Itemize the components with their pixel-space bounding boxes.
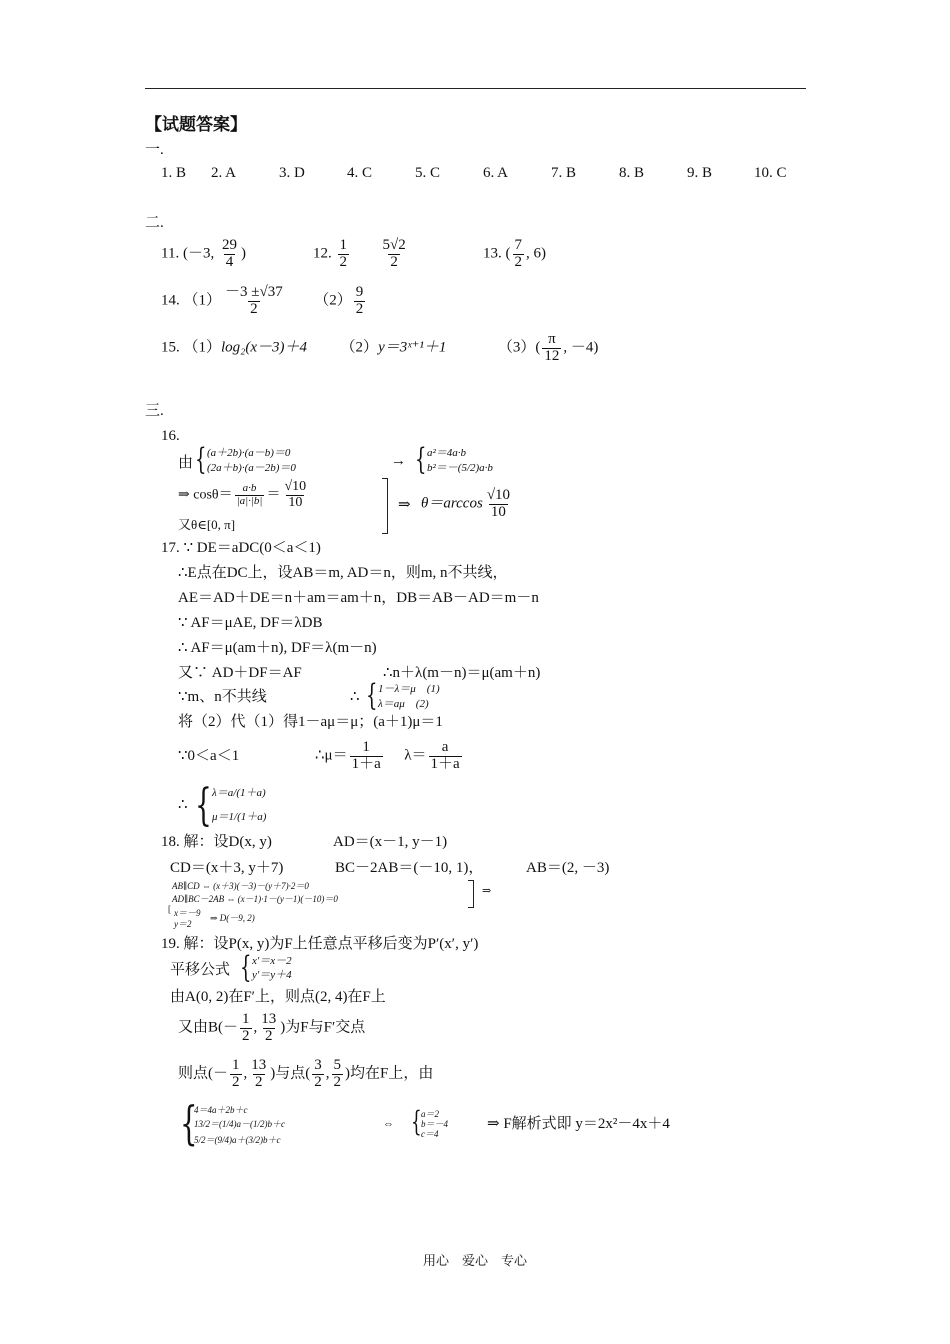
q19-final: ⇒ F解析式即 y＝2x²－4x＋4 bbox=[487, 1116, 670, 1132]
q17-sys-1: 1－λ＝μ (1) bbox=[378, 683, 440, 695]
q13-fraction bbox=[513, 238, 525, 271]
q17-number: 17. bbox=[161, 540, 180, 556]
q19-l5-f3n: 3 bbox=[314, 1057, 322, 1073]
q14-f1-num: －3 ±√37 bbox=[225, 284, 283, 300]
q16-cos-line bbox=[178, 480, 310, 510]
q19-l5-frac1 bbox=[230, 1058, 242, 1091]
q19-line-4 bbox=[178, 1012, 365, 1045]
q17-mu-num: 1 bbox=[362, 739, 370, 755]
q16-you: 由 bbox=[178, 455, 194, 471]
q16-cos-pre: ⇒ cosθ＝ bbox=[178, 487, 233, 503]
part1-label: 一. bbox=[145, 142, 164, 158]
q16-theta: θ＝arccos bbox=[421, 495, 483, 512]
q19-l5c: )与点( bbox=[270, 1065, 311, 1082]
q18-res-d: ⇒ D(－9, 2) bbox=[210, 913, 255, 923]
answer-2: 2. A bbox=[211, 165, 237, 181]
q18-res-x: x＝－9 bbox=[174, 908, 201, 918]
q16-theta-line bbox=[421, 488, 514, 521]
q19-l4a: 又由B(－ bbox=[178, 1019, 239, 1036]
q14-number: 14. bbox=[161, 292, 180, 309]
q14-part1-label: （1） bbox=[183, 292, 222, 309]
q19-l5-f4d: 2 bbox=[333, 1073, 341, 1090]
q15-part1-label: （1） bbox=[183, 339, 222, 356]
q18-line-2c: AB＝(2, －3) bbox=[526, 860, 610, 876]
page-footer: 用心 爱心 专心 bbox=[422, 1253, 527, 1268]
q19-l5-f3d: 2 bbox=[314, 1073, 322, 1090]
q16-brace-2: { bbox=[415, 442, 427, 477]
q19-l5b: , bbox=[243, 1065, 248, 1082]
q19-equiv: ⇔ bbox=[383, 1118, 394, 1130]
q11-close: ) bbox=[240, 245, 246, 262]
q17-mu-frac bbox=[350, 740, 383, 773]
q17-line-3: AE＝AD＋DE＝n＋am＝am＋n，DB＝AB－AD＝m－n bbox=[178, 590, 539, 606]
q18-line-1b: AD＝(x－1, y－1) bbox=[333, 834, 448, 850]
answer-5: 5. C bbox=[415, 165, 441, 181]
q12 bbox=[313, 238, 410, 271]
header-rule bbox=[145, 88, 806, 89]
q17-res-2: μ＝1/(1＋a) bbox=[212, 811, 267, 823]
section-title: 【试题答案】 bbox=[145, 115, 247, 134]
q16-also: 又θ∈[0, π] bbox=[178, 517, 236, 532]
q12-b-num: 5√2 bbox=[382, 237, 406, 253]
q15-number: 15. bbox=[161, 339, 180, 356]
q13 bbox=[483, 238, 546, 271]
q17-line-6b: ∴n＋λ(m－n)＝μ(am＋n) bbox=[383, 665, 541, 681]
q16-theta-frac bbox=[485, 488, 512, 521]
q16-eq-frac bbox=[282, 480, 308, 510]
q17-line-6a: 又∵ AD＋DF＝AF bbox=[178, 665, 302, 681]
q11-number: 11. bbox=[161, 245, 180, 262]
q15-expr-1: log₂(x－3)＋4 bbox=[221, 339, 308, 356]
answer-7: 7. B bbox=[551, 165, 577, 181]
q16-arrow: → bbox=[391, 453, 406, 469]
q19-l4-f2n: 13 bbox=[261, 1011, 277, 1027]
q17-line-9a: ∵0＜a＜1 bbox=[178, 748, 240, 764]
q14-f2-den: 2 bbox=[355, 300, 364, 317]
q17-line-10: ∴ bbox=[178, 797, 188, 813]
q18-sys-1: AB∥CD ⇔ (x＋3)(－3)－(y＋7)·2＝0 bbox=[172, 881, 309, 891]
q19-l5d: , bbox=[325, 1065, 330, 1082]
q19-l5-frac3 bbox=[312, 1058, 324, 1091]
q16-implies: ⇒ bbox=[398, 497, 411, 513]
q19-line-1 bbox=[161, 937, 478, 952]
q12-frac-b bbox=[381, 238, 408, 271]
q19-trans-2: y′＝y＋4 bbox=[252, 969, 292, 981]
q18-number: 18. bbox=[161, 834, 180, 850]
q19-l5e: )均在F上，由 bbox=[345, 1065, 434, 1082]
q16-cos-num: a·b bbox=[242, 482, 257, 495]
q17-line-4: ∵ AF＝μAE, DF＝λDB bbox=[178, 615, 323, 631]
q16-sys-1: (a＋2b)·(a－b)＝0 bbox=[207, 447, 291, 459]
q12-number: 12. bbox=[313, 245, 332, 262]
q13-number: 13. bbox=[483, 245, 502, 262]
q14-f2-num: 9 bbox=[355, 284, 364, 300]
answer-10: 10. C bbox=[754, 165, 787, 181]
q19-l4-frac2 bbox=[259, 1012, 278, 1045]
q19-res-b: b＝－4 bbox=[421, 1119, 449, 1129]
q17-l1: ∵ DE＝aDC(0＜a＜1) bbox=[183, 540, 321, 556]
q17-line-8: 将（2）代（1）得1－aμ＝μ；(a＋1)μ＝1 bbox=[178, 714, 443, 730]
q18-sys-2: AD∥BC－2AB ⇔ (x－1)·1－(y－1)(－10)＝0 bbox=[172, 894, 338, 904]
q15-fraction bbox=[542, 332, 561, 365]
part3-label: 三. bbox=[145, 403, 164, 419]
q17-mu-den: 1＋a bbox=[351, 755, 381, 772]
q19-l5-f4n: 5 bbox=[333, 1057, 341, 1073]
q19-l5-frac4 bbox=[332, 1058, 344, 1091]
q11 bbox=[161, 238, 246, 271]
q16-brace-1: { bbox=[195, 442, 207, 477]
q19-l4-f1d: 2 bbox=[242, 1027, 250, 1044]
q14-frac-2 bbox=[354, 285, 366, 318]
q17-line-9b bbox=[315, 740, 464, 773]
q11-open: (－3, bbox=[182, 245, 215, 262]
q13-f-den: 2 bbox=[514, 253, 522, 270]
q17-lambda-frac bbox=[429, 740, 462, 773]
q17-sys-2: λ＝aμ (2) bbox=[378, 698, 429, 710]
q17-mu-label: ∴μ＝ bbox=[315, 747, 348, 764]
q17-res-1: λ＝a/(1＋a) bbox=[212, 787, 266, 799]
q19-l5-frac2 bbox=[249, 1058, 268, 1091]
q12-a-num: 1 bbox=[339, 237, 347, 253]
q12-a-den: 2 bbox=[339, 253, 347, 270]
q19-l5-f2d: 2 bbox=[255, 1073, 263, 1090]
q19-brace-3: { bbox=[411, 1105, 422, 1138]
q19-l4b: , bbox=[253, 1019, 258, 1036]
q19-l5a: 则点(－ bbox=[178, 1065, 228, 1082]
q17-lam-num: a bbox=[441, 739, 449, 755]
q16-eq-sign: ＝ bbox=[266, 487, 281, 503]
q15-part3-label: （3） bbox=[497, 339, 536, 356]
q16-cos-den: |a|·|b| bbox=[236, 494, 263, 507]
q19-l5-f1d: 2 bbox=[232, 1073, 240, 1090]
q11-frac-num: 29 bbox=[221, 237, 237, 253]
q19-res-a: a＝2 bbox=[421, 1109, 440, 1119]
answer-9: 9. B bbox=[687, 165, 713, 181]
q15-f-den: 12 bbox=[544, 347, 560, 364]
q19-brace-2: { bbox=[180, 1096, 198, 1150]
q18-arrow: ⇒ bbox=[482, 885, 492, 897]
q18-brace-small: [ bbox=[168, 904, 171, 914]
q15 bbox=[161, 332, 598, 365]
q13-open: ( bbox=[505, 245, 511, 262]
answer-4: 4. C bbox=[347, 165, 373, 181]
part2-label: 二. bbox=[145, 215, 164, 231]
q16-number: 16. bbox=[161, 428, 180, 444]
q19-res-c: c＝4 bbox=[421, 1129, 439, 1139]
q13-f-num: 7 bbox=[514, 237, 522, 253]
q16-right-bracket bbox=[382, 478, 388, 534]
q16-eq-den: 10 bbox=[288, 494, 303, 510]
q14-f1-den: 2 bbox=[250, 300, 258, 317]
q19-eq-1: 4＝4a＋2b＋c bbox=[194, 1105, 248, 1115]
q15-f-num: π bbox=[548, 331, 556, 347]
q19-trans-1: x′＝x－2 bbox=[252, 955, 292, 967]
q19-number: 19. bbox=[161, 936, 180, 952]
q11-fraction bbox=[220, 238, 239, 271]
answer-6: 6. A bbox=[483, 165, 509, 181]
q16-th-den: 10 bbox=[490, 503, 506, 520]
q17-line-5: ∴ AF＝μ(am＋n), DF＝λ(m－n) bbox=[178, 640, 377, 656]
q14-frac-1 bbox=[223, 285, 285, 318]
q19-l5-f2n: 13 bbox=[251, 1057, 267, 1073]
q16-sys-2: (2a＋b)·(a－2b)＝0 bbox=[207, 462, 296, 474]
q17-line-7b: ∴ bbox=[350, 689, 360, 705]
q19-l5-f1n: 1 bbox=[232, 1057, 240, 1073]
q18-res-y: y＝2 bbox=[174, 919, 192, 929]
q11-frac-den: 4 bbox=[225, 253, 234, 270]
q17-line-2: ∴E点在DC上，设AB＝m, AD＝n，则m, n不共线， bbox=[178, 565, 508, 581]
q16-th-num: √10 bbox=[486, 487, 511, 503]
answer-1: 1. B bbox=[161, 165, 187, 181]
q13-tail: , 6) bbox=[526, 245, 546, 262]
q19-l4-f2d: 2 bbox=[265, 1027, 273, 1044]
q18-line-2b: BC－2AB＝(－10, 1)， bbox=[335, 860, 484, 876]
q16-res-1: a²＝4a·b bbox=[427, 447, 467, 459]
q19-l4c: )为F与F′交点 bbox=[280, 1019, 366, 1036]
q19-l1: 解：设P(x, y)为F上任意点平移后变为P′(x′, y′) bbox=[183, 936, 479, 952]
q12-b-den: 2 bbox=[390, 253, 398, 270]
q12-frac-a bbox=[338, 238, 350, 271]
q19-eq-3: 5/2＝(9/4)a＋(3/2)b＋c bbox=[194, 1135, 281, 1145]
q19-line-5 bbox=[178, 1058, 433, 1091]
q14-part2-label: （2） bbox=[314, 292, 352, 309]
answer-3: 3. D bbox=[279, 165, 305, 181]
q16-eq-num: √10 bbox=[284, 479, 307, 494]
q17-lambda-label: λ＝ bbox=[404, 747, 427, 764]
q19-eq-2: 13/2＝(1/4)a－(1/2)b＋c bbox=[194, 1119, 285, 1129]
q19-brace-1: { bbox=[240, 950, 252, 985]
q18-line-1 bbox=[161, 835, 272, 850]
answer-8: 8. B bbox=[619, 165, 645, 181]
q17-line-1 bbox=[161, 541, 321, 556]
q17-brace-1: { bbox=[366, 678, 378, 713]
q14 bbox=[161, 285, 367, 318]
q18-l1a: 解：设D(x, y) bbox=[183, 834, 272, 850]
q17-line-7a: ∵m、n不共线 bbox=[178, 689, 267, 705]
q15-expr-2: y＝3ˣ⁺¹＋1 bbox=[378, 339, 447, 356]
q16-res-2: b²＝－(5/2)a·b bbox=[427, 462, 493, 474]
q15-e3-open: ( bbox=[535, 339, 541, 356]
q16-cos-frac bbox=[235, 483, 265, 507]
q19-l4-f1n: 1 bbox=[242, 1011, 250, 1027]
q17-lam-den: 1＋a bbox=[430, 755, 460, 772]
q19-l4-frac1 bbox=[240, 1012, 252, 1045]
q15-e3-tail: , －4) bbox=[563, 339, 599, 356]
q19-line-2a: 平移公式 bbox=[170, 962, 231, 978]
q18-line-2a: CD＝(x＋3, y＋7) bbox=[170, 860, 284, 876]
q19-line-3: 由A(0, 2)在F′上，则点(2, 4)在F上 bbox=[170, 989, 386, 1005]
q15-part2-label: （2） bbox=[340, 339, 379, 356]
q17-brace-2: { bbox=[195, 780, 212, 831]
q18-right-bracket bbox=[468, 880, 474, 908]
